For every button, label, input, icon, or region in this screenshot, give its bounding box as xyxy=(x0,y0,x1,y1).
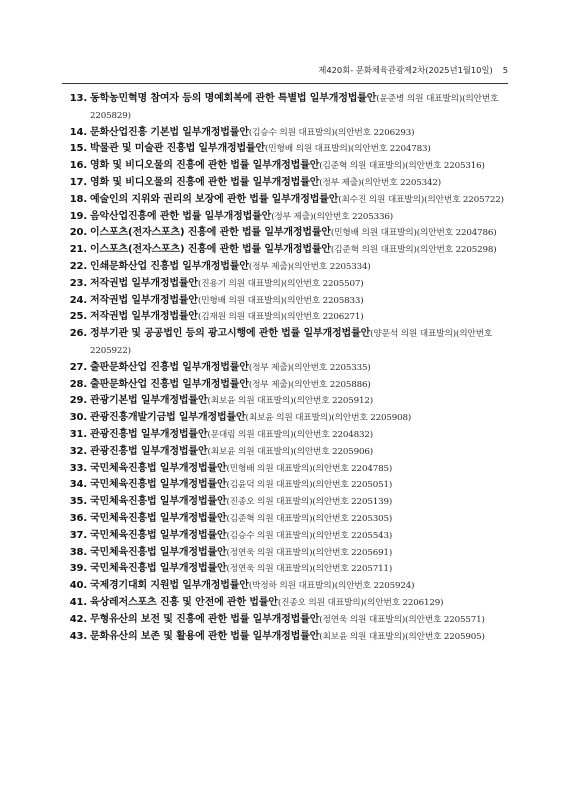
bill-sponsor-note: (문대림 의원 대표발의)(의안번호 2204832) xyxy=(207,429,374,440)
bill-sponsor-note: (진종오 의원 대표발의)(의안번호 2206129) xyxy=(277,597,444,608)
agenda-item-number: 35. xyxy=(69,496,87,508)
agenda-item xyxy=(62,225,508,242)
agenda-item xyxy=(62,209,508,226)
agenda-item xyxy=(62,629,508,646)
bill-sponsor-note: (최보윤 의원 대표발의)(의안번호 2205906) xyxy=(207,446,374,457)
agenda-item xyxy=(62,545,508,562)
bill-title: 국민체육진흥법 일부개정법률안 xyxy=(90,496,227,508)
bill-sponsor-note: (진용기 의원 대표발의)(의안번호 2205507) xyxy=(197,278,364,289)
agenda-item-number: 13. xyxy=(69,93,87,104)
agenda-item-number: 25. xyxy=(69,311,87,323)
bill-sponsor-note: (김준혁 의원 대표발의)(의안번호 2205298) xyxy=(330,245,497,256)
bill-sponsor-note: (최보윤 의원 대표발의)(의안번호 2205905) xyxy=(319,631,485,642)
bill-title: 출판문화산업 진흥법 일부개정법률안 xyxy=(90,378,249,390)
agenda-item xyxy=(62,477,508,494)
bill-sponsor-note: (김재원 의원 대표발의)(의안번호 2206271) xyxy=(197,312,364,323)
bill-sponsor-note: (정연욱 의원 대표발의)(의안번호 2205711) xyxy=(226,564,393,575)
agenda-item-number: 34. xyxy=(69,479,87,491)
agenda-item xyxy=(62,293,508,310)
agenda-item-number: 40. xyxy=(69,580,87,592)
agenda-item xyxy=(62,259,508,276)
agenda-item-number: 29. xyxy=(69,395,87,407)
agenda-item xyxy=(62,595,508,612)
agenda-item-number: 33. xyxy=(69,462,87,474)
bill-sponsor-note: (최보윤 의원 대표발의)(의안번호 2205912) xyxy=(207,396,374,407)
agenda-item-number: 17. xyxy=(69,176,87,188)
header-session-title: 제420회- 문화체육관광제2차(2025년1월10일) xyxy=(318,65,493,75)
bill-title: 관광기본법 일부개정법률안 xyxy=(90,395,208,407)
agenda-item xyxy=(62,511,508,528)
bill-title: 이스포츠(전자스포츠) 진흥에 관한 법률 일부개정법률안 xyxy=(90,227,331,239)
agenda-item-number: 16. xyxy=(69,160,87,172)
bill-title: 영화 및 비디오물의 진흥에 관한 법률 일부개정법률안 xyxy=(90,176,320,188)
bill-sponsor-note: (정부 제출)(의안번호 2205342) xyxy=(319,177,441,188)
bill-title: 관광진흥법 일부개정법률안 xyxy=(90,428,208,440)
agenda-item xyxy=(62,326,508,360)
agenda-item xyxy=(62,91,508,125)
agenda-item-number: 19. xyxy=(69,210,87,222)
agenda-item-number: 41. xyxy=(69,596,87,608)
bill-title: 국민체육진흥법 일부개정법률안 xyxy=(90,563,227,575)
bill-sponsor-note: (정연욱 의원 대표발의)(의안번호 2205571) xyxy=(319,614,485,625)
bill-title: 무형유산의 보전 및 진흥에 관한 법률 일부개정법률안 xyxy=(90,613,320,625)
agenda-item-number: 36. xyxy=(69,512,87,524)
bill-title: 관광진흥개발기금법 일부개정법률안 xyxy=(90,412,246,424)
bill-sponsor-note: (정연욱 의원 대표발의)(의안번호 2205691) xyxy=(226,547,393,558)
bill-title: 국민체육진흥법 일부개정법률안 xyxy=(90,529,227,541)
bill-title: 국민체육진흥법 일부개정법률안 xyxy=(90,546,227,558)
agenda-item-number: 39. xyxy=(69,563,87,575)
agenda-item xyxy=(62,360,508,377)
bill-title: 문화산업진흥 기본법 일부개정법률안 xyxy=(90,126,249,138)
bill-sponsor-note: (김승수 의원 대표발의)(의안번호 2206293) xyxy=(248,127,415,138)
bill-sponsor-note: (박정하 의원 대표발의)(의안번호 2205924) xyxy=(248,581,415,592)
bill-sponsor-note: (정부 제출)(의안번호 2205336) xyxy=(271,211,393,222)
bill-title: 동학농민혁명 참여자 등의 명예회복에 관한 특별법 일부개정법률안 xyxy=(90,93,377,104)
bill-title: 인쇄문화산업 진흥법 일부개정법률안 xyxy=(90,260,249,272)
bill-title: 정부기관 및 공공법인 등의 광고시행에 관한 법률 일부개정법률안 xyxy=(90,328,371,340)
bill-title: 예술인의 지위와 권리의 보장에 관한 법률 일부개정법률안 xyxy=(90,193,339,205)
agenda-item xyxy=(62,410,508,427)
bill-title: 영화 및 비디오물의 진흥에 관한 법률 일부개정법률안 xyxy=(90,160,320,172)
bill-title: 국민체육진흥법 일부개정법률안 xyxy=(90,479,227,491)
bill-title: 음악산업진흥에 관한 법률 일부개정법률안 xyxy=(90,210,272,222)
bill-sponsor-note: (민형배 의원 대표발의)(의안번호 2204783) xyxy=(265,144,431,155)
bill-sponsor-note: (정부 제출)(의안번호 2205335) xyxy=(248,362,371,373)
agenda-item xyxy=(62,612,508,629)
agenda-item-number: 23. xyxy=(69,277,87,289)
bill-sponsor-note: (최수진 의원 대표발의)(의안번호 2205722) xyxy=(338,194,504,205)
agenda-item-number: 43. xyxy=(69,630,87,642)
bill-sponsor-note: (민형배 의원 대표발의)(의안번호 2204786) xyxy=(330,228,497,239)
agenda-item xyxy=(62,141,508,158)
agenda-item-number: 28. xyxy=(69,378,87,390)
bill-sponsor-note: (정부 제출)(의안번호 2205334) xyxy=(248,261,371,272)
agenda-item xyxy=(62,242,508,259)
bill-sponsor-note: (양문석 의원 대표발의)(의안번호 2205922) xyxy=(90,329,493,356)
agenda-item-number: 14. xyxy=(69,126,87,138)
bill-title: 육상레저스포츠 진흥 및 안전에 관한 법률안 xyxy=(90,596,278,608)
agenda-item-number: 15. xyxy=(69,143,87,155)
bill-title: 이스포츠(전자스포츠) 진흥에 관한 법률 일부개정법률안 xyxy=(90,244,331,256)
agenda-item xyxy=(62,578,508,595)
agenda-item xyxy=(62,427,508,444)
agenda-item-number: 24. xyxy=(69,294,87,306)
agenda-item-number: 42. xyxy=(69,613,87,625)
agenda-item xyxy=(62,158,508,175)
page-number: 5 xyxy=(502,65,508,75)
agenda-item-number: 21. xyxy=(69,244,87,256)
bill-title: 박물관 및 미술관 진흥법 일부개정법률안 xyxy=(90,143,265,155)
agenda-item-number: 37. xyxy=(69,529,87,541)
bill-sponsor-note: (최보윤 의원 대표발의)(의안번호 2205908) xyxy=(245,413,412,424)
agenda-item xyxy=(62,528,508,545)
bill-title: 저작권법 일부개정법률안 xyxy=(90,311,198,323)
bill-title: 문화유산의 보존 및 활용에 관한 법률 일부개정법률안 xyxy=(90,630,320,642)
agenda-item-number: 18. xyxy=(69,193,87,205)
bill-title: 저작권법 일부개정법률안 xyxy=(90,277,198,289)
agenda-item-number: 32. xyxy=(69,445,87,457)
bill-title: 관광진흥법 일부개정법률안 xyxy=(90,445,208,457)
agenda-item xyxy=(62,461,508,478)
agenda-item xyxy=(62,377,508,394)
bill-sponsor-note: (김준혁 의원 대표발의)(의안번호 2205316) xyxy=(319,161,485,172)
bill-sponsor-note: (김준혁 의원 대표발의)(의안번호 2205305) xyxy=(226,513,393,524)
agenda-item-number: 27. xyxy=(69,361,87,373)
bill-title: 국제경기대회 지원법 일부개정법률안 xyxy=(90,580,249,592)
agenda-item-number: 22. xyxy=(69,260,87,272)
agenda-item-number: 20. xyxy=(69,227,87,239)
page-header xyxy=(62,64,508,76)
agenda-item xyxy=(62,393,508,410)
bill-sponsor-note: (김윤덕 의원 대표발의)(의안번호 2205051) xyxy=(226,480,393,491)
bill-sponsor-note: (민형배 의원 대표발의)(의안번호 2205833) xyxy=(197,295,364,306)
bill-sponsor-note: (김승수 의원 대표발의)(의안번호 2205543) xyxy=(226,530,393,541)
agenda-item-number: 31. xyxy=(69,428,87,440)
bill-title: 국민체육진흥법 일부개정법률안 xyxy=(90,462,227,474)
agenda-item xyxy=(62,276,508,293)
bill-sponsor-note: (진종오 의원 대표발의)(의안번호 2205139) xyxy=(226,497,393,508)
agenda-item-number: 30. xyxy=(69,412,87,424)
bill-sponsor-note: (민형배 의원 대표발의)(의안번호 2204785) xyxy=(226,463,393,474)
agenda-item xyxy=(62,444,508,461)
bill-sponsor-note: (윤준병 의원 대표발의)(의안번호 2205829) xyxy=(90,94,499,121)
agenda-item xyxy=(62,561,508,578)
agenda-item xyxy=(62,309,508,326)
bill-title: 출판문화산업 진흥법 일부개정법률안 xyxy=(90,361,249,373)
agenda-item xyxy=(62,192,508,209)
agenda-item-number: 26. xyxy=(69,328,87,340)
agenda-list xyxy=(62,91,508,645)
bill-sponsor-note: (정부 제출)(의안번호 2205886) xyxy=(248,379,371,390)
bill-title: 국민체육진흥법 일부개정법률안 xyxy=(90,512,227,524)
header-divider xyxy=(62,83,508,84)
agenda-item xyxy=(62,494,508,511)
agenda-item xyxy=(62,125,508,142)
agenda-item-number: 38. xyxy=(69,546,87,558)
agenda-item xyxy=(62,175,508,192)
bill-title: 저작권법 일부개정법률안 xyxy=(90,294,198,306)
